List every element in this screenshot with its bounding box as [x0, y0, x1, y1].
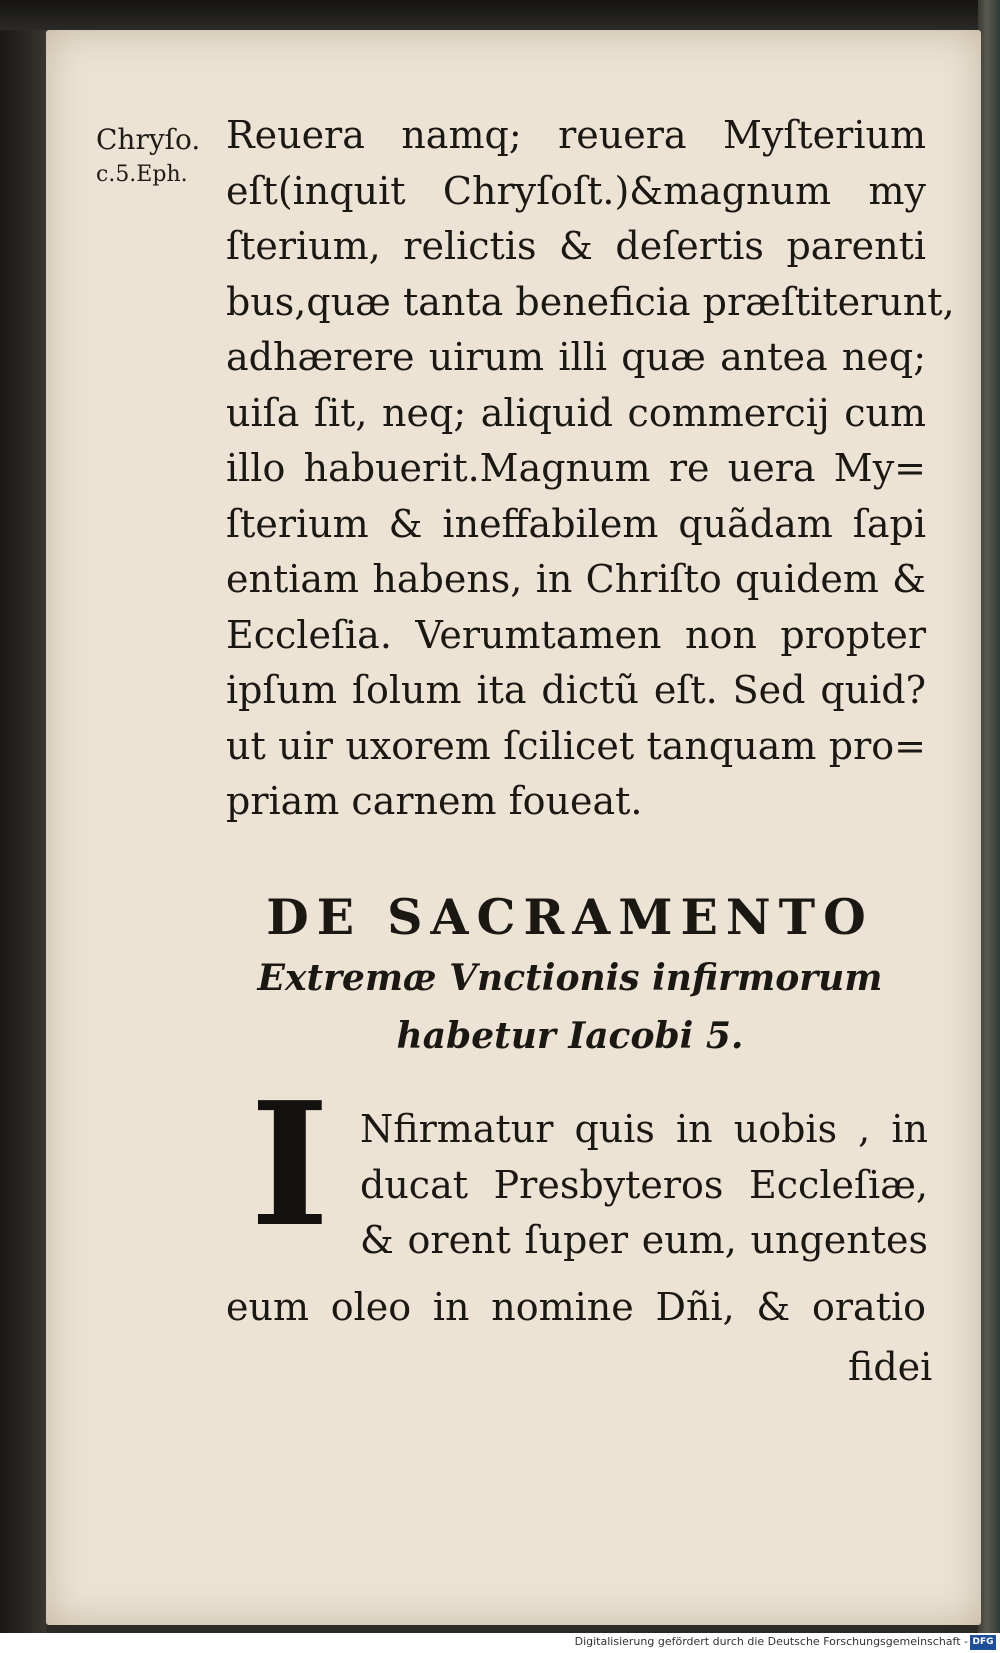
- text-line: eſt(inquit Chryſoſt.)&magnum my: [226, 168, 926, 213]
- paragraph-2-full: [226, 1280, 926, 1336]
- text-line: ſterium & ineffabilem quãdam ſapi: [226, 501, 926, 546]
- margin-note: [96, 118, 200, 188]
- text-line: ſterium, relictis & deſertis parenti: [226, 224, 926, 268]
- dfg-logo: DFG: [970, 1635, 996, 1650]
- text-line: priam carnem foueat.: [226, 779, 643, 823]
- text-line: illo habuerit.Magnum re uera My=: [226, 446, 926, 490]
- book-edge-left: [0, 0, 46, 1653]
- heading-title: DE SACRAMENTO: [266, 888, 874, 946]
- text-line: adhærere uirum illi quæ antea neq;: [226, 335, 926, 379]
- text-line: Reuera namq; reuera Myſterium: [226, 113, 926, 157]
- paragraph-1: [226, 108, 955, 830]
- margin-note-line: Chryſo.: [96, 123, 201, 156]
- text-line: & orent ſuper eum, ungentes: [360, 1218, 928, 1262]
- book-edge-top: [0, 0, 1000, 30]
- paragraph-2-indented: [360, 1102, 928, 1269]
- text-line: eum oleo in nomine Dñi, & oratio: [226, 1285, 926, 1329]
- text-line: Eccleſia. Verumtamen non propter: [226, 612, 926, 657]
- digitization-credit: Digitalisierung gefördert durch die Deutsche Forschungsgemeinschaft -: [574, 1635, 968, 1648]
- catchword: fidei: [848, 1345, 933, 1389]
- heading-subtitle-line: Extremæ Vnctionis infirmorum: [257, 957, 883, 999]
- drop-cap-initial: I: [250, 1065, 330, 1265]
- heading-subtitle-line: habetur Iacobi 5.: [396, 1015, 744, 1057]
- book-edge-right: [978, 0, 1000, 1653]
- text-line: ipſum ſolum ita dictũ eſt. Sed quid?: [226, 668, 926, 712]
- section-heading: [250, 885, 890, 1065]
- text-line: ut uir uxorem ſcilicet tanquam pro=: [226, 723, 926, 768]
- text-line: uiſa ſit, neq; aliquid commercij cum: [226, 390, 926, 435]
- text-line: Nfirmatur quis in uobis , in: [360, 1107, 928, 1151]
- text-line: bus,quæ tanta beneficia præſtiterunt,: [226, 279, 955, 324]
- margin-note-line: c.5.Eph.: [96, 162, 188, 187]
- text-line: ducat Presbyteros Eccleſiæ,: [360, 1162, 928, 1207]
- text-line: entiam habens, in Chriſto quidem &: [226, 557, 926, 601]
